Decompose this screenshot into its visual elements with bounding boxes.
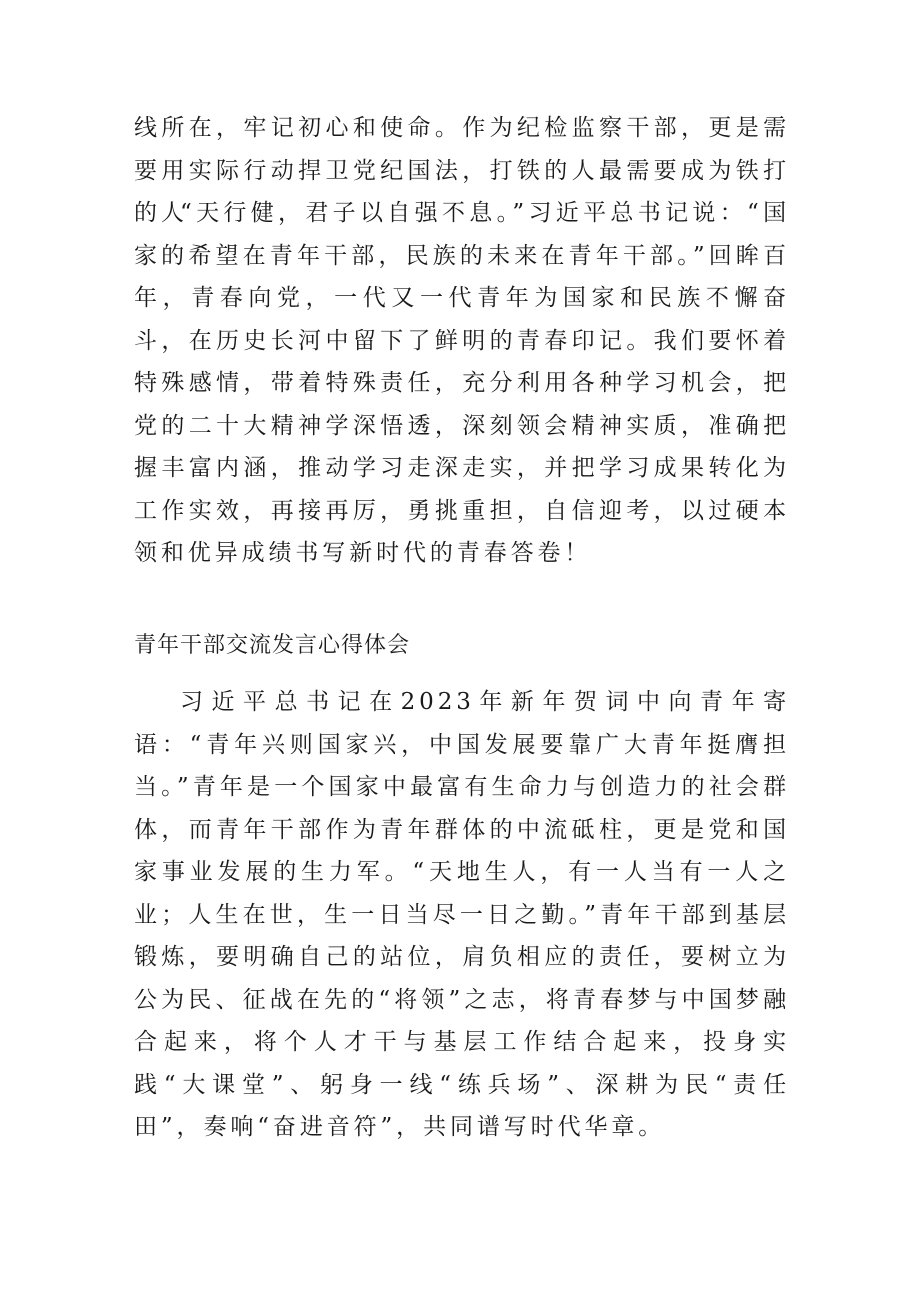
paragraph-continuation: 线所在，牢记初心和使命。作为纪检监察干部，更是需要用实际行动捍卫党纪国法，打铁的人最需要成为铁打的人 (134, 115, 790, 226)
section-heading: 青年干部交流发言心得体会 (134, 633, 411, 658)
paragraph-new-year-message: 习近平总书记在2023年新年贺词中向青年寄语：“青年兴则国家兴，中国发展要靠广大青年挺膺担当。”青年是一个国家中最富有生命力与创造力的社会群体，而青年干部作为青年群体的中流砥柱，更是党和国家事业发展的生力军。“天地生人，有一人当有一人之业；人生在世，生一日当尽一日之勤。”青年干部到基层锻炼，要明确自己的站位，肩负相应的责任，要树立为公为民、征战在先的“将领”之志，将青春梦与中国梦融合起来，将个人才干与基层工作结合起来，投身实践“大课堂”、躬身一线“练兵场”、深耕为民“责任田”，奏响“奋进音符”，共同谱写时代华章。 (134, 689, 790, 1140)
paragraph-youth-quote: “天行健，君子以自强不息。”习近平总书记说：“国家的希望在青年干部，民族的未来在青年干部。”回眸百年，青春向党，一代又一代青年为国家和民族不懈奋斗，在历史长河中留下了鲜明的青春印记。我们要怀着特殊感情，带着特殊责任，充分利用各种学习机会，把党的二十大精神学深悟透，深刻领会精神实质，准确把握丰富内涵，推动学习走深走实，并把学习成果转化为工作实效，再接再厉，勇挑重担，自信迎考，以过硬本领和优异成绩书写新时代的青春答卷！ (134, 200, 790, 566)
